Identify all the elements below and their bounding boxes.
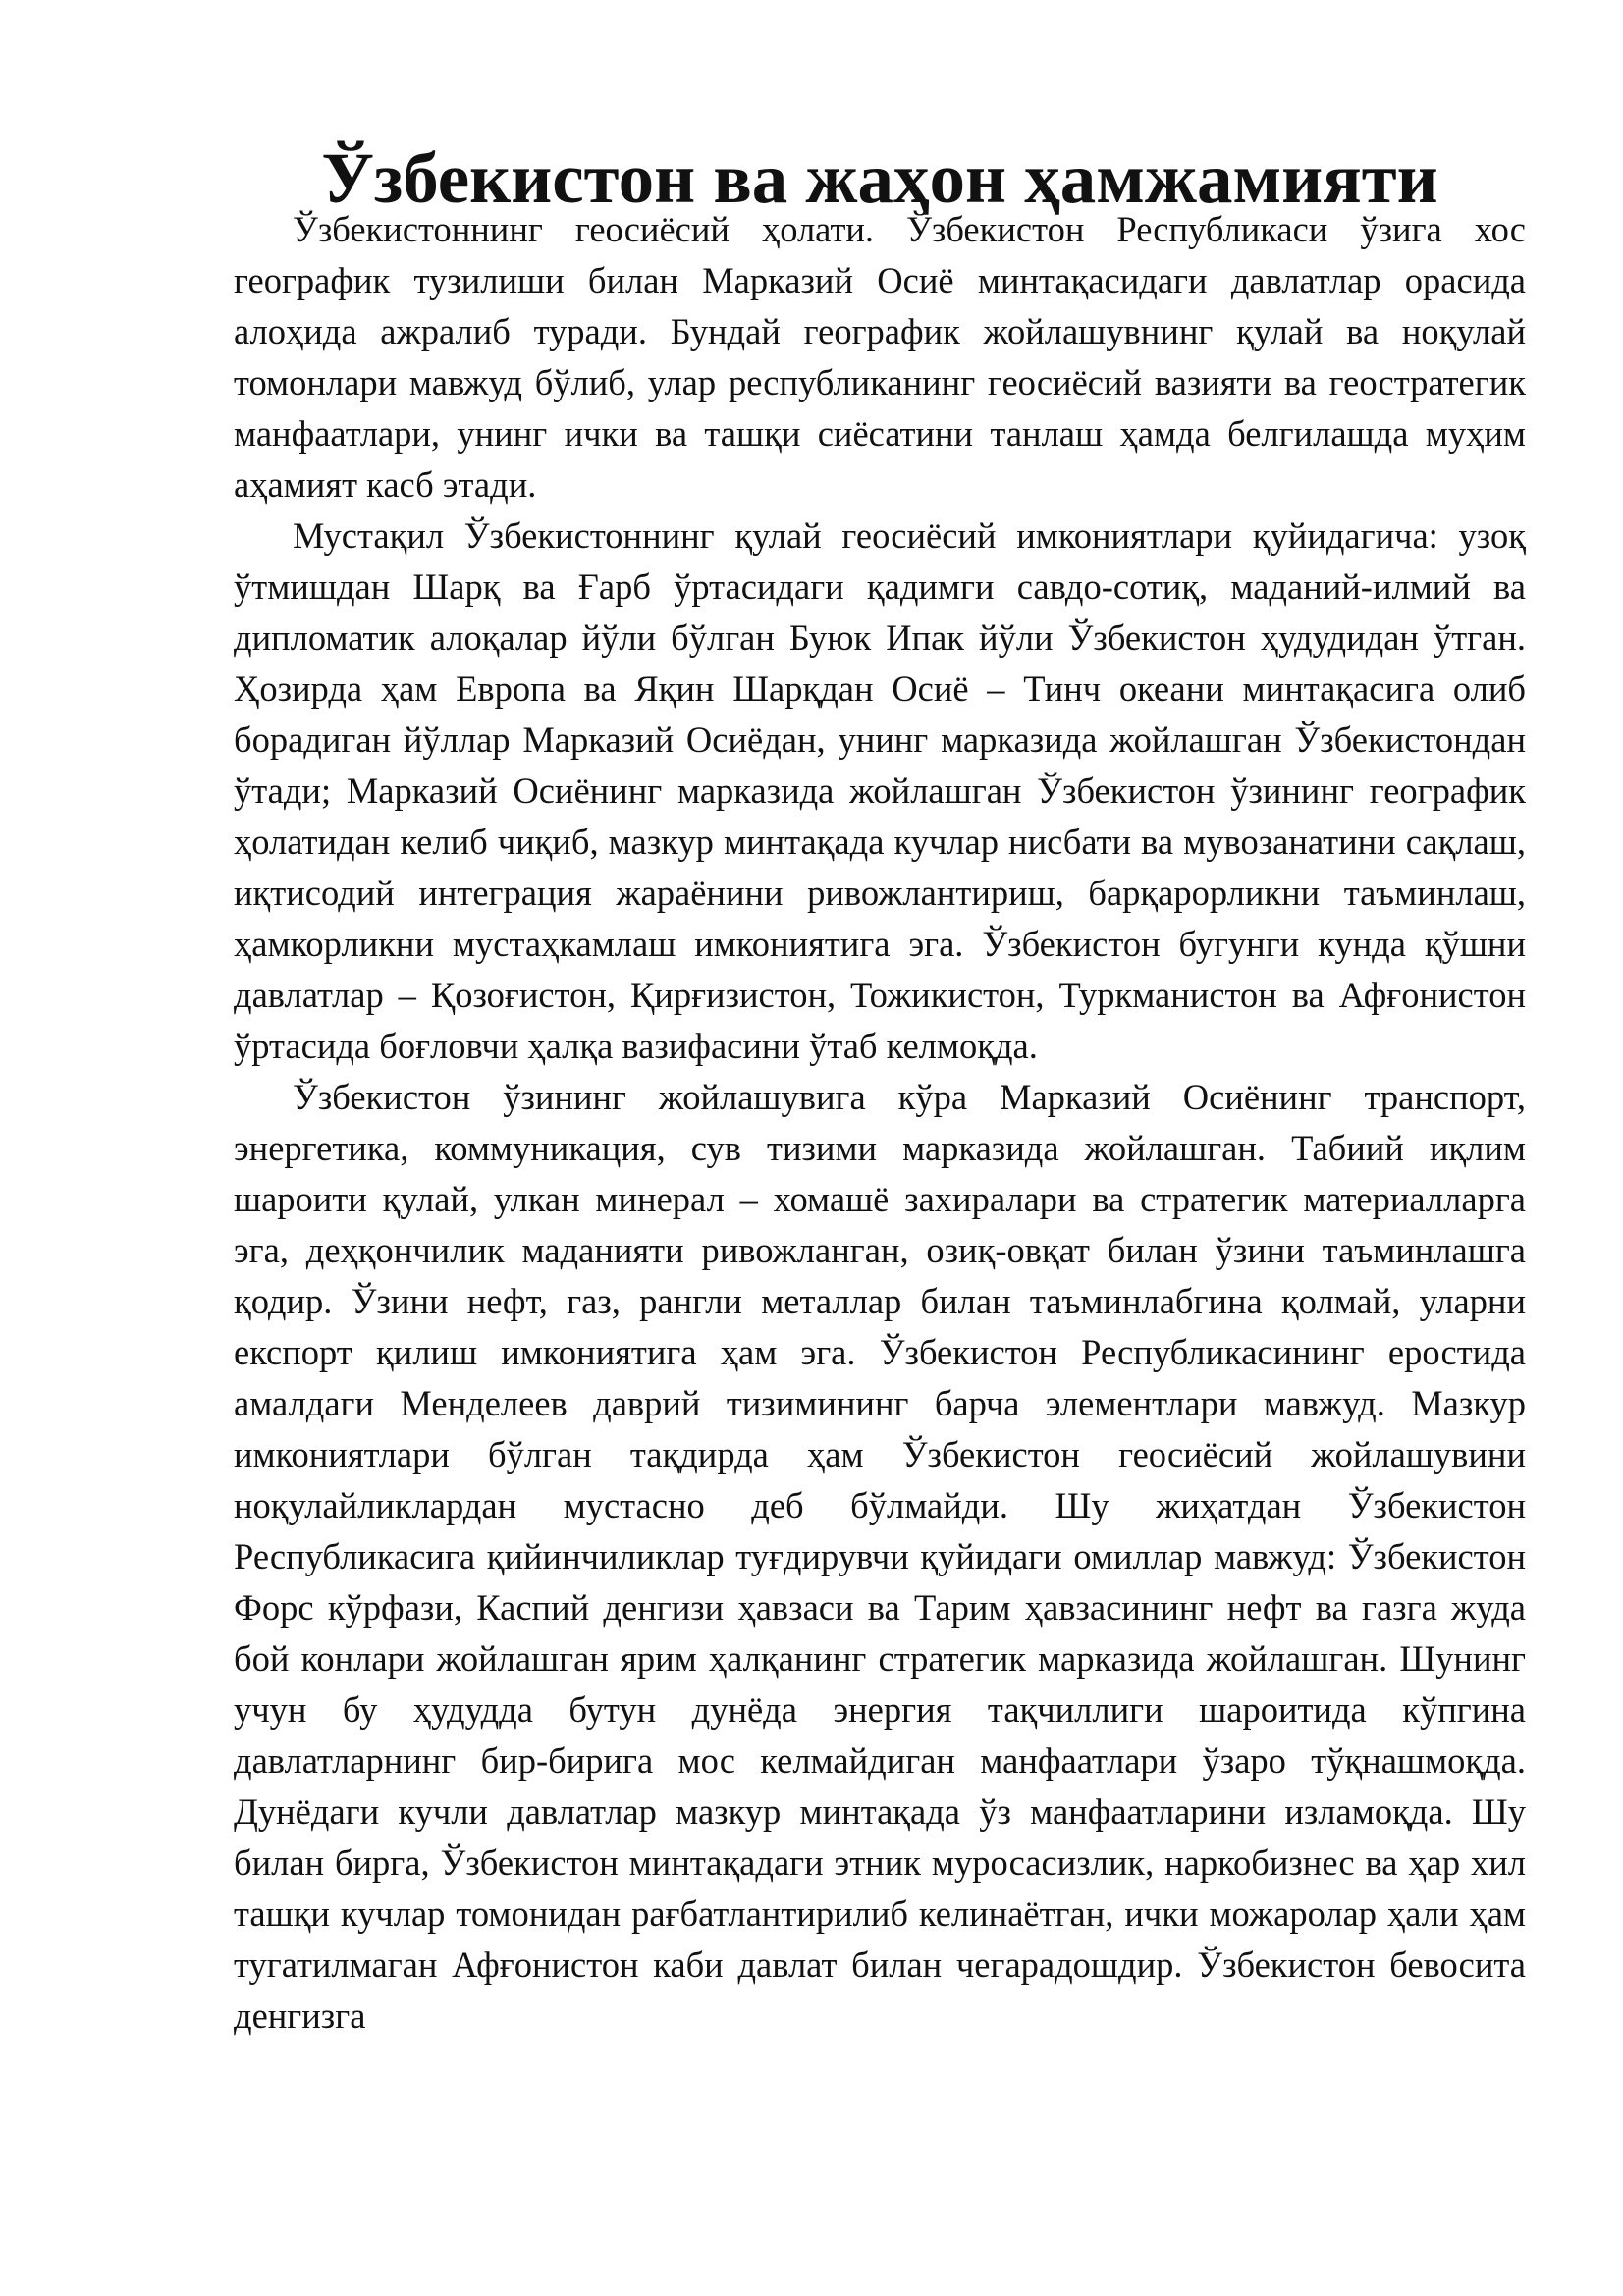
paragraph-1: Ўзбекистоннинг геосиёсий ҳолати. Ўзбекистон Республикаси ўзига хос географик тузилиши билан Марказий Осиё минтақасидаги давлатлар орасида алоҳида ажралиб туради. Бундай географик жойлашувнинг қулай ва ноқулай томонлари мавжуд бўлиб, улар республиканинг геосиёсий вазияти ва геостратегик манфаатлари, унинг ички ва ташқи сиёсатини танлаш ҳамда белгилашда муҳим аҳамият касб этади. xyxy=(234,209,1526,505)
paragraph-2: Мустақил Ўзбекистоннинг қулай геосиёсий имкониятлари қуйидагича: узоқ ўтмишдан Шарқ ва Ғарб ўртасидаги қадимги савдо-сотиқ, маданий-илмий ва дипломатик алоқалар йўли бўлган Буюк Ипак йўли Ўзбекистон ҳудудидан ўтган. Ҳозирда ҳам Европа ва Яқин Шарқдан Осиё – Тинч океани минтақасига олиб борадиган йўллар Марказий Осиёдан, унинг марказида жойлашган Ўзбекистондан ўтади; Марказий Осиёнинг марказида жойлашган Ўзбекистон ўзининг географик ҳолатидан келиб чиқиб, мазкур минтақада кучлар нисбати ва мувозанатини сақлаш, иқтисодий интеграция жараёнини ривожлантириш, барқарорликни таъминлаш, ҳамкорликни мустаҳкамлаш имкониятига эга. Ўзбекистон бугунги кунда қўшни давлатлар – Қозоғистон, Қирғизистон, Тожикистон, Туркманистон ва Афғонистон ўртасида боғловчи ҳалқа вазифасини ўтаб келмоқда. xyxy=(234,515,1526,1066)
paragraph-3: Ўзбекистон ўзининг жойлашувига кўра Марказий Осиёнинг транспорт, энергетика, коммуникация, сув тизими марказида жойлашган. Табиий иқлим шароити қулай, улкан минерал – хомашё захиралари ва стратегик материалларга эга, деҳқончилик маданияти ривожланган, озиқ-овқат билан ўзини таъминлашга қодир. Ўзини нефт, газ, рангли металлар билан таъминлабгина қолмай, уларни експорт қилиш имкониятига ҳам эга. Ўзбекистон Республикасининг еростида амалдаги Менделеев даврий тизимининг барча элементлари мавжуд. Мазкур имкониятлари бўлган тақдирда ҳам Ўзбекистон геосиёсий жойлашувини ноқулайликлардан мустасно деб бўлмайди. Шу жиҳатдан Ўзбекистон Республикасига қийинчиликлар туғдирувчи қуйидаги омиллар мавжуд: Ўзбекистон Форс кўрфази, Каспий денгизи ҳавзаси ва Тарим ҳавзасининг нефт ва газга жуда бой конлари жойлашган ярим ҳалқанинг стратегик марказида жойлашган. Шунинг учун бу ҳудудда бутун дунёда энергия тақчиллиги шароитида кўпгина давлатларнинг бир-бирига мос келмайдиган манфаатлари ўзаро тўқнашмоқда. Дунёдаги кучли давлатлар мазкур минтақада ўз манфаатларини изламоқда. Шу билан бирга, Ўзбекистон минтақадаги этник муросасизлик, наркобизнес ва ҳар хил ташқи кучлар томонидан рағбатлантирилиб келинаётган, ички можаролар ҳали ҳам тугатилмаган Афғонистон каби давлат билан чегарадошдир. Ўзбекистон бевосита денгизга xyxy=(234,1077,1526,2036)
document-page xyxy=(234,138,1526,2042)
document-title: Ўзбекистон ва жаҳон ҳамжамияти xyxy=(321,138,1438,218)
